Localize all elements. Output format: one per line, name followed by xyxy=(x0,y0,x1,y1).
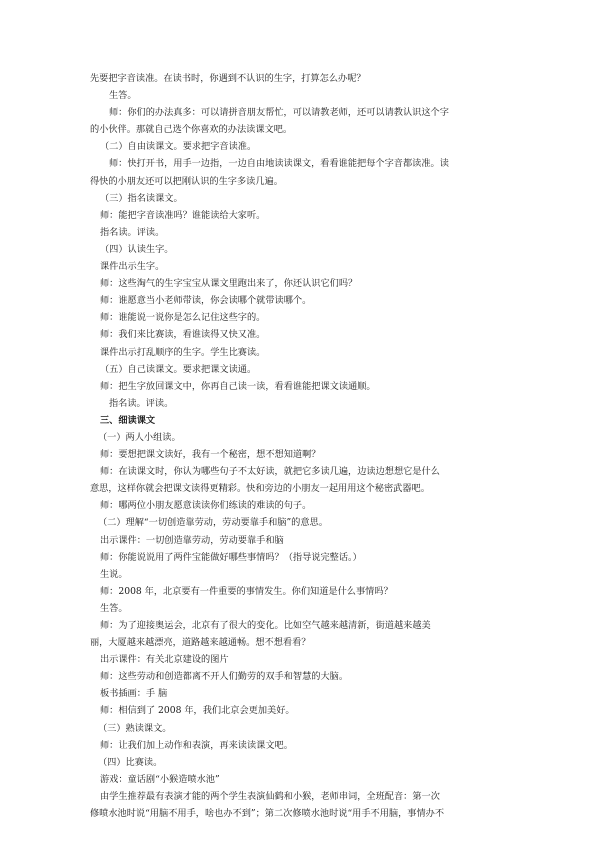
text-line: （四）认读生字。 xyxy=(100,243,174,255)
text-line: 的小伙伴。那就自己选个你喜欢的办法读课文吧。 xyxy=(90,124,293,136)
text-line: 修喷水池时说“用脑不用手，啥也办不到”；第二次修喷水池时说“用手不用脑，事情办不 xyxy=(90,808,445,820)
text-line: 指名读。评读。 xyxy=(109,397,174,409)
text-line: 游戏：童话剧“小猴造喷水池” xyxy=(100,773,220,785)
text-line: 得快的小朋友还可以把刚认识的生字多读几遍。 xyxy=(90,175,283,187)
text-line: 指名读。评读。 xyxy=(100,226,165,238)
text-line: 师：要想把课文读好，我有一个秘密，想不想知道啊？ xyxy=(100,449,321,461)
text-line: 师：快打开书，用手一边指，一边自由地读读课文，看看谁能把每个字音都读准。读 xyxy=(109,158,449,170)
text-line: 课件出示生字。 xyxy=(100,261,165,273)
text-line: 生答。 xyxy=(100,602,128,614)
text-line: 师：我们来比赛读，看谁读得又快又准。 xyxy=(100,329,266,341)
text-line: 师：哪两位小朋友愿意读读你们练读的难读的句子。 xyxy=(100,500,312,512)
text-line: 师：在读课文时，你认为哪些句子不太好读，就把它多读几遍，边读边想想它是什么 xyxy=(100,466,440,478)
text-line: （一）两人小组读。 xyxy=(98,431,181,443)
text-line: 由学生推荐最有表演才能的两个学生表演仙鹤和小猴，老师串词，全班配音：第一次 xyxy=(100,790,440,802)
text-line: （三）熟读课文。 xyxy=(98,722,172,734)
text-line: 出示课件：有关北京建设的图片 xyxy=(100,654,229,666)
text-line: （二）理解“一切创造靠劳动，劳动要靠手和脑”的意思。 xyxy=(98,517,328,529)
section-heading: 三、细读课文 xyxy=(100,414,156,426)
text-line: （二）自由读课文。要求把字音读准。 xyxy=(100,141,257,153)
text-line: 师：这些淘气的生字宝宝从课文里跑出来了，你还认识它们吗？ xyxy=(100,278,358,290)
text-line: 师：你能说说用了两件宝能做好哪些事情吗？（指导说完整话。） xyxy=(100,551,362,563)
text-line: 师：为了迎接奥运会，北京有了很大的变化。比如空气越来越清新，街道越来越美 xyxy=(100,620,431,631)
text-line: 板书插画：手 脑 xyxy=(100,688,168,700)
text-line: 师：相信到了 2008 年，我们北京会更加美好。 xyxy=(100,705,295,717)
text-line: （四）比赛读。 xyxy=(98,756,163,768)
text-line: （五）自己读课文。要求把课文读通。 xyxy=(100,363,257,375)
text-line: 生说。 xyxy=(100,568,128,580)
text-line: 师：这些劳动和创造都离不开人们勤劳的双手和智慧的大脑。 xyxy=(100,671,349,683)
text-line: 生答。 xyxy=(109,90,137,102)
text-line: 课件出示打乱顺序的生字。学生比赛读。 xyxy=(100,346,266,358)
text-line: 出示课件：一切创造靠劳动，劳动要靠手和脑 xyxy=(100,534,284,546)
text-line: 师：把生字放回课文中，你再自己读一读，看看谁能把课文读通顺。 xyxy=(100,380,376,392)
text-line: （三）指名读课文。 xyxy=(100,192,183,204)
text-line: 师：谁愿意当小老师带读，你会读哪个就带读哪个。 xyxy=(100,295,312,307)
text-line: 先要把字音读准。在读书时，你遇到不认识的生字，打算怎么办呢？ xyxy=(90,73,366,84)
text-line: 丽，大厦越来越漂亮，道路越来越通畅。想不想看看？ xyxy=(90,637,311,649)
text-line: 师：2008 年，北京要有一件重要的事情发生。你们知道是什么事情吗？ xyxy=(100,585,393,597)
document-body xyxy=(90,70,510,822)
text-line: 师：你们的办法真多：可以请拼音朋友帮忙，可以请教老师，还可以请教认识这个字 xyxy=(109,107,449,119)
text-line: 师：谁能说一说你是怎么记住这些字的。 xyxy=(100,312,266,324)
text-line: 意思，这样你就会把课文读得更精彩。快和旁边的小朋友一起用用这个秘密武器吧。 xyxy=(90,483,430,495)
text-line: 师：能把字音读准吗？谁能读给大家听。 xyxy=(100,209,266,221)
text-line: 师：让我们加上动作和表演，再来读读课文吧。 xyxy=(100,739,293,751)
